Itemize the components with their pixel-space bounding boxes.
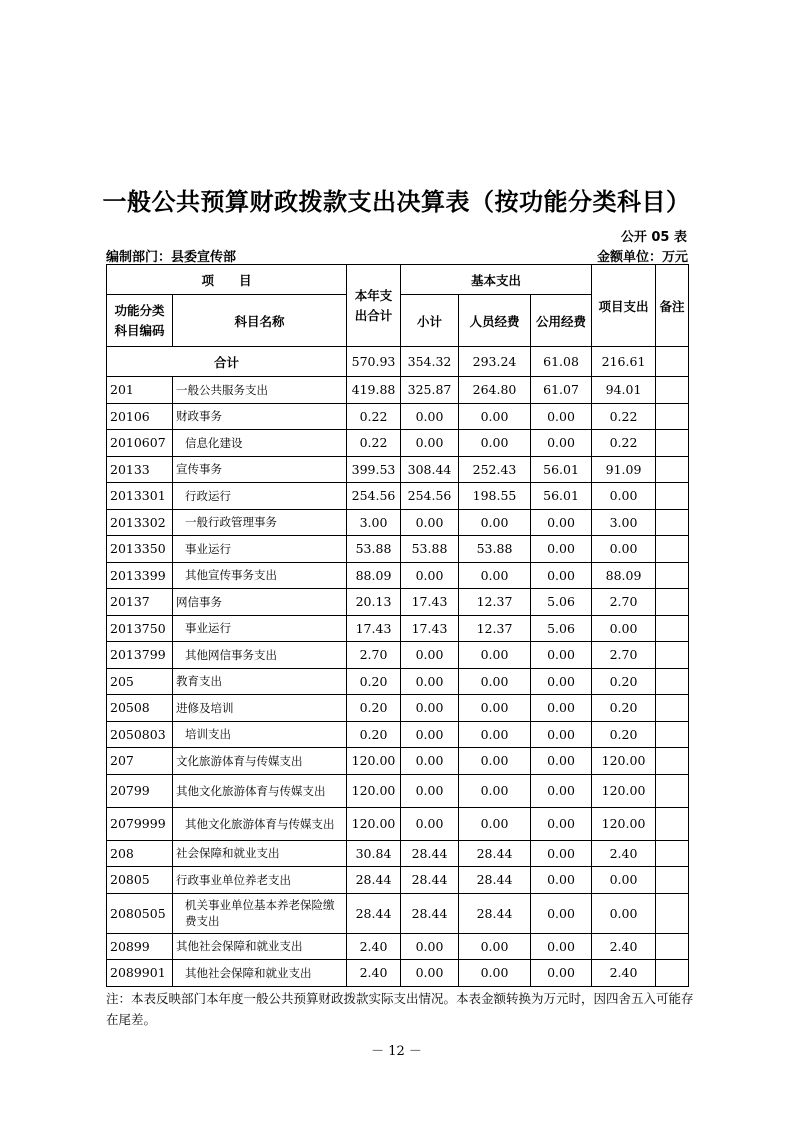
total-project: 216.61 [592,347,656,377]
row-personnel: 0.00 [459,668,531,695]
row-remark [656,430,689,457]
header-project: 项目支出 [592,265,656,347]
row-public: 0.00 [531,960,592,987]
row-code: 20805 [107,867,173,894]
row-subtotal: 17.43 [401,615,459,642]
row-personnel: 0.00 [459,933,531,960]
row-year-total: 120.00 [347,748,401,775]
row-personnel: 0.00 [459,642,531,669]
row-subtotal: 28.44 [401,840,459,867]
table-row [107,668,689,695]
row-public: 0.00 [531,536,592,563]
row-subtotal: 0.00 [401,748,459,775]
row-remark [656,483,689,510]
row-subtotal: 53.88 [401,536,459,563]
row-code: 205 [107,668,173,695]
row-public: 0.00 [531,933,592,960]
table-row [107,893,689,933]
row-personnel: 264.80 [459,377,531,404]
row-personnel: 0.00 [459,695,531,722]
row-personnel: 0.00 [459,807,531,840]
row-personnel: 0.00 [459,774,531,807]
row-public: 5.06 [531,589,592,616]
row-name: 行政事业单位养老支出 [173,867,347,894]
row-code: 2089901 [107,960,173,987]
row-subtotal: 28.44 [401,893,459,933]
row-subtotal: 0.00 [401,642,459,669]
row-code: 20799 [107,774,173,807]
row-name: 教育支出 [173,668,347,695]
row-code: 207 [107,748,173,775]
row-subtotal: 0.00 [401,562,459,589]
row-name: 一般行政管理事务 [173,509,347,536]
table-row [107,377,689,404]
row-remark [656,774,689,807]
row-name: 其他文化旅游体育与传媒支出 [173,774,347,807]
row-public: 0.00 [531,774,592,807]
total-public: 61.08 [531,347,592,377]
row-personnel: 12.37 [459,589,531,616]
row-remark [656,642,689,669]
row-remark [656,893,689,933]
row-remark [656,562,689,589]
unit-label: 金额单位：万元 [596,250,688,265]
row-remark [656,960,689,987]
row-personnel: 252.43 [459,456,531,483]
row-remark [656,668,689,695]
row-remark [656,403,689,430]
table-row [107,807,689,840]
expenditure-table [106,264,689,987]
page-title: 一般公共预算财政拨款支出决算表（按功能分类科目） [102,188,691,216]
row-public: 0.00 [531,867,592,894]
total-year-total: 570.93 [347,347,401,377]
department-label: 编制部门：县委宣传部 [106,250,237,265]
row-subtotal: 0.00 [401,695,459,722]
row-year-total: 53.88 [347,536,401,563]
row-remark [656,695,689,722]
row-year-total: 0.20 [347,695,401,722]
row-personnel: 0.00 [459,403,531,430]
row-year-total: 3.00 [347,509,401,536]
table-row [107,721,689,748]
row-project: 2.40 [592,960,656,987]
table-row [107,960,689,987]
row-subtotal: 0.00 [401,960,459,987]
row-subtotal: 17.43 [401,589,459,616]
row-name: 其他文化旅游体育与传媒支出 [173,807,347,840]
row-year-total: 88.09 [347,562,401,589]
row-name: 一般公共服务支出 [173,377,347,404]
row-subtotal: 0.00 [401,430,459,457]
header-name: 科目名称 [173,295,347,347]
row-year-total: 0.22 [347,403,401,430]
header-year-total: 本年支出合计 [347,265,401,347]
total-personnel: 293.24 [459,347,531,377]
row-public: 0.00 [531,807,592,840]
row-personnel: 0.00 [459,748,531,775]
row-remark [656,840,689,867]
row-name: 事业运行 [173,615,347,642]
row-name: 信息化建设 [173,430,347,457]
row-code: 20899 [107,933,173,960]
row-code: 2079999 [107,807,173,840]
row-public: 56.01 [531,483,592,510]
row-public: 0.00 [531,695,592,722]
table-row [107,695,689,722]
row-public: 0.00 [531,748,592,775]
header-remark: 备注 [656,265,689,347]
row-remark [656,509,689,536]
header-code: 功能分类科目编码 [107,295,173,347]
row-remark [656,721,689,748]
row-project: 94.01 [592,377,656,404]
row-personnel: 28.44 [459,893,531,933]
row-name: 进修及培训 [173,695,347,722]
row-public: 5.06 [531,615,592,642]
row-year-total: 2.40 [347,960,401,987]
row-name: 事业运行 [173,536,347,563]
row-personnel: 0.00 [459,562,531,589]
row-project: 2.40 [592,840,656,867]
total-row [107,347,689,377]
row-personnel: 198.55 [459,483,531,510]
row-public: 0.00 [531,562,592,589]
table-row [107,483,689,510]
row-personnel: 0.00 [459,509,531,536]
row-remark [656,748,689,775]
row-code: 201 [107,377,173,404]
header-subtotal: 小计 [401,295,459,347]
row-public: 0.00 [531,430,592,457]
row-code: 2013350 [107,536,173,563]
row-year-total: 120.00 [347,807,401,840]
table-row [107,642,689,669]
row-code: 2013799 [107,642,173,669]
row-year-total: 0.20 [347,668,401,695]
row-year-total: 419.88 [347,377,401,404]
row-public: 0.00 [531,509,592,536]
header-item: 项 目 [107,265,347,295]
row-name: 其他社会保障和就业支出 [173,933,347,960]
row-project: 91.09 [592,456,656,483]
table-row [107,615,689,642]
header-basic: 基本支出 [401,265,592,295]
row-public: 56.01 [531,456,592,483]
row-project: 3.00 [592,509,656,536]
row-code: 2010607 [107,430,173,457]
table-row [107,509,689,536]
total-remark [656,347,689,377]
row-public: 0.00 [531,721,592,748]
row-remark [656,615,689,642]
table-row [107,589,689,616]
row-remark [656,589,689,616]
row-code: 20106 [107,403,173,430]
row-year-total: 30.84 [347,840,401,867]
row-subtotal: 28.44 [401,867,459,894]
row-year-total: 28.44 [347,867,401,894]
row-name: 网信事务 [173,589,347,616]
row-name: 培训支出 [173,721,347,748]
row-project: 2.70 [592,589,656,616]
row-remark [656,536,689,563]
row-public: 0.00 [531,642,592,669]
row-name: 其他网信事务支出 [173,642,347,669]
table-row [107,748,689,775]
row-remark [656,807,689,840]
row-personnel: 0.00 [459,721,531,748]
row-code: 2080505 [107,893,173,933]
row-code: 2013302 [107,509,173,536]
row-project: 120.00 [592,748,656,775]
row-personnel: 28.44 [459,840,531,867]
row-personnel: 0.00 [459,960,531,987]
row-year-total: 254.56 [347,483,401,510]
row-project: 2.70 [592,642,656,669]
row-project: 120.00 [592,807,656,840]
table-row [107,840,689,867]
row-project: 0.00 [592,893,656,933]
row-public: 0.00 [531,668,592,695]
footnote: 注：本表反映部门本年度一般公共预算财政拨款实际支出情况。本表金额转换为万元时，因四舍五入可能存在尾差。 [106,991,694,1027]
total-subtotal: 354.32 [401,347,459,377]
row-personnel: 53.88 [459,536,531,563]
row-name: 行政运行 [173,483,347,510]
row-year-total: 0.20 [347,721,401,748]
row-code: 20508 [107,695,173,722]
row-code: 2013750 [107,615,173,642]
row-project: 0.20 [592,695,656,722]
table-row [107,430,689,457]
form-number: 公开 05 表 [620,230,687,245]
table-row [107,933,689,960]
row-project: 0.00 [592,867,656,894]
row-code: 20137 [107,589,173,616]
row-code: 2013399 [107,562,173,589]
row-personnel: 12.37 [459,615,531,642]
row-subtotal: 325.87 [401,377,459,404]
row-code: 2013301 [107,483,173,510]
row-year-total: 28.44 [347,893,401,933]
row-project: 0.00 [592,615,656,642]
table-row [107,403,689,430]
row-subtotal: 308.44 [401,456,459,483]
table-row [107,867,689,894]
row-code: 208 [107,840,173,867]
row-code: 20133 [107,456,173,483]
row-subtotal: 254.56 [401,483,459,510]
row-name: 宣传事务 [173,456,347,483]
row-subtotal: 0.00 [401,403,459,430]
row-year-total: 399.53 [347,456,401,483]
row-year-total: 20.13 [347,589,401,616]
row-code: 2050803 [107,721,173,748]
row-subtotal: 0.00 [401,774,459,807]
row-public: 0.00 [531,840,592,867]
row-name: 其他社会保障和就业支出 [173,960,347,987]
meta-line [106,246,688,265]
table-row [107,456,689,483]
row-project: 120.00 [592,774,656,807]
page-number: － 12 － [371,1044,422,1059]
row-remark [656,377,689,404]
row-project: 0.00 [592,536,656,563]
row-project: 0.00 [592,483,656,510]
row-project: 0.22 [592,430,656,457]
row-project: 0.22 [592,403,656,430]
header-public: 公用经费 [531,295,592,347]
row-year-total: 2.70 [347,642,401,669]
row-year-total: 120.00 [347,774,401,807]
row-subtotal: 0.00 [401,933,459,960]
total-label: 合计 [107,347,347,377]
row-personnel: 0.00 [459,430,531,457]
row-subtotal: 0.00 [401,668,459,695]
row-project: 0.20 [592,668,656,695]
row-project: 88.09 [592,562,656,589]
row-year-total: 0.22 [347,430,401,457]
row-subtotal: 0.00 [401,807,459,840]
row-remark [656,933,689,960]
row-public: 0.00 [531,893,592,933]
row-subtotal: 0.00 [401,721,459,748]
row-project: 0.20 [592,721,656,748]
row-name: 社会保障和就业支出 [173,840,347,867]
row-subtotal: 0.00 [401,509,459,536]
row-public: 0.00 [531,403,592,430]
row-personnel: 28.44 [459,867,531,894]
row-name: 财政事务 [173,403,347,430]
row-remark [656,456,689,483]
row-public: 61.07 [531,377,592,404]
header-personnel: 人员经费 [459,295,531,347]
row-year-total: 2.40 [347,933,401,960]
row-project: 2.40 [592,933,656,960]
row-year-total: 17.43 [347,615,401,642]
row-name: 机关事业单位基本养老保险缴费支出 [173,893,347,933]
table-row [107,774,689,807]
row-remark [656,867,689,894]
row-name: 其他宣传事务支出 [173,562,347,589]
row-name: 文化旅游体育与传媒支出 [173,748,347,775]
table-row [107,536,689,563]
table-row [107,562,689,589]
